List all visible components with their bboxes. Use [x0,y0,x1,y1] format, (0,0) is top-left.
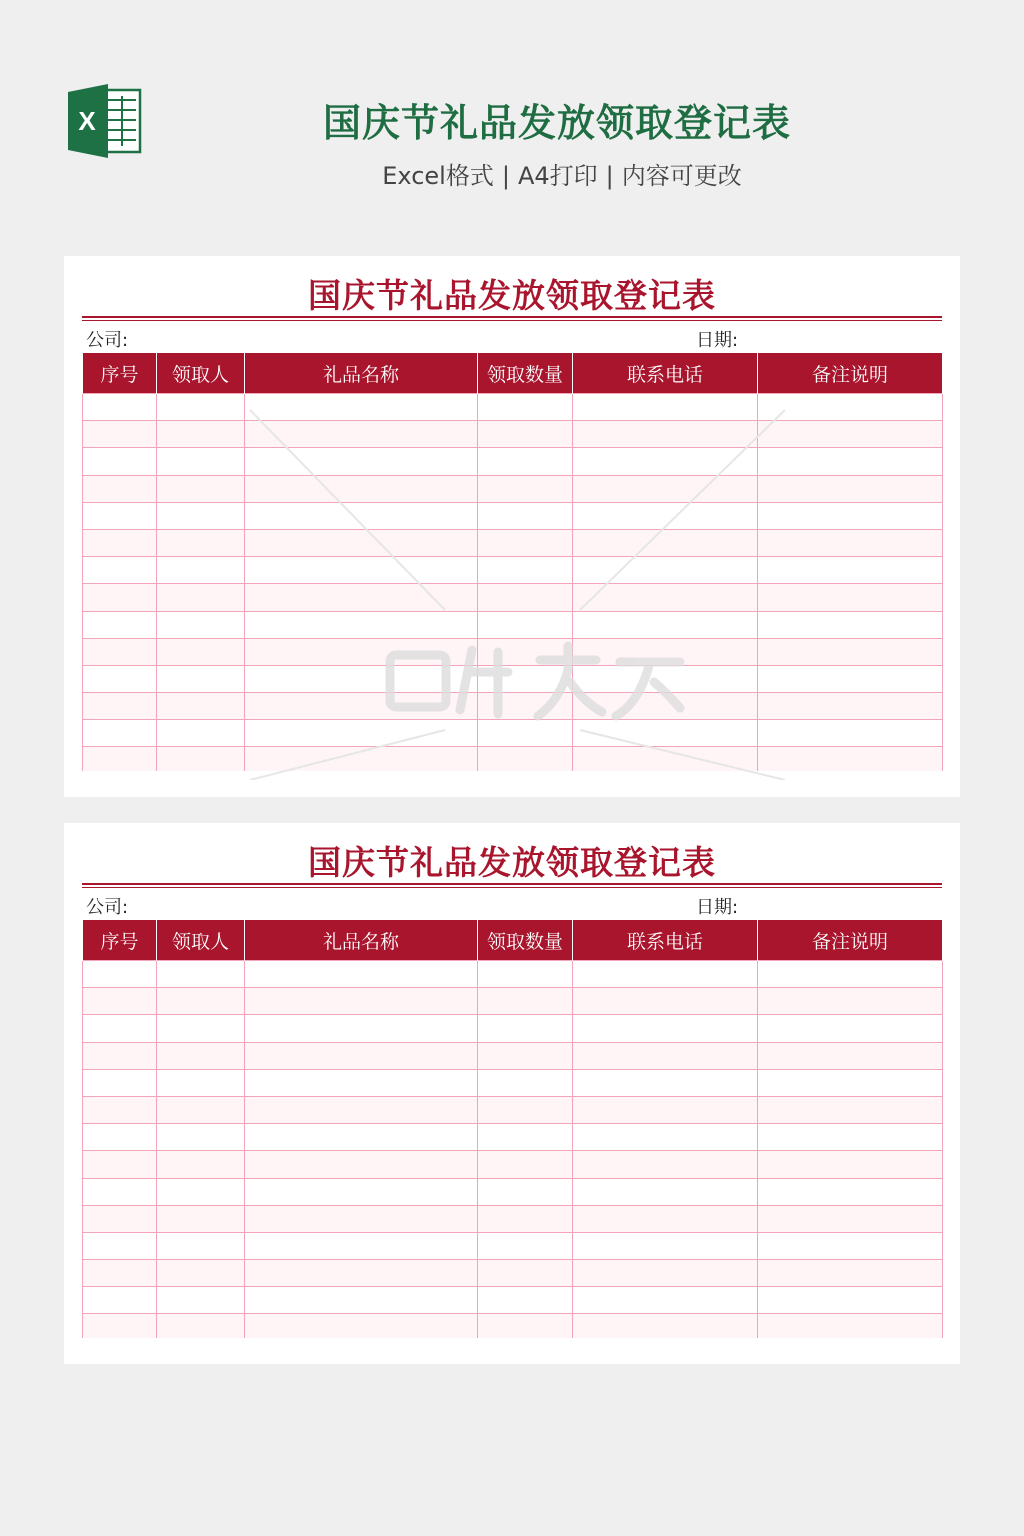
table-cell [478,1015,573,1042]
table-cell [758,1096,943,1123]
col-header-recipient: 领取人 [157,353,245,394]
table-row [83,611,943,638]
table-cell [478,611,573,638]
table-row [83,421,943,448]
table-row [83,557,943,584]
table-cell [573,1151,758,1178]
page-title: 国庆节礼品发放领取登记表 [322,101,791,145]
table-cell [758,421,943,448]
table-cell [245,394,478,421]
table-row [83,1232,943,1259]
table-cell [758,448,943,475]
table-cell [573,747,758,772]
table-row [83,394,943,421]
page-subtitle [0,156,1024,191]
table-cell [245,638,478,665]
table-cell [245,584,478,611]
table-cell [245,1042,478,1069]
table-cell [83,421,157,448]
company-label: 公司: [86,897,129,918]
col-header-remarks: 备注说明 [758,353,943,394]
table-cell [478,421,573,448]
table-cell [157,584,245,611]
table-cell [478,1178,573,1205]
table-cell [83,1015,157,1042]
table-cell [758,720,943,747]
table-cell [758,1015,943,1042]
table-cell [573,1015,758,1042]
table-cell [573,557,758,584]
table-cell [478,1232,573,1259]
table-cell [157,693,245,720]
col-header-phone: 联系电话 [573,353,758,394]
table-row [83,1151,943,1178]
table-cell [758,502,943,529]
table-row [83,448,943,475]
table-cell [573,1232,758,1259]
title-rule-thin [82,887,942,888]
table-cell [758,988,943,1015]
table-cell [83,1205,157,1232]
table-cell [157,529,245,556]
table-cell [573,1205,758,1232]
col-header-remarks: 备注说明 [758,920,943,961]
table-cell [758,584,943,611]
table-cell [83,557,157,584]
table-cell [573,1124,758,1151]
table-cell [573,720,758,747]
table-cell [83,448,157,475]
table-cell [758,1178,943,1205]
table-cell [758,1205,943,1232]
table-cell [157,611,245,638]
table-cell [758,475,943,502]
table-row [83,502,943,529]
table-cell [245,1205,478,1232]
table-row [83,1260,943,1287]
table-cell [83,747,157,772]
table-cell [573,502,758,529]
table-cell [573,1069,758,1096]
table-cell [573,638,758,665]
table-cell [478,1205,573,1232]
table-cell [758,1069,943,1096]
table-header-row [83,920,943,961]
table-cell [245,611,478,638]
table-cell [245,665,478,692]
table-cell [478,1124,573,1151]
table-cell [157,1096,245,1123]
table-cell [83,394,157,421]
table-cell [478,475,573,502]
table-cell [758,961,943,988]
table-cell [83,693,157,720]
table-cell [83,988,157,1015]
table-cell [245,1151,478,1178]
table-cell [83,584,157,611]
table-cell [573,988,758,1015]
table-cell [83,529,157,556]
table-cell [573,1096,758,1123]
sheet-title: 国庆节礼品发放领取登记表 [308,843,716,882]
table-row [83,665,943,692]
table-cell [245,529,478,556]
table-cell [245,1287,478,1314]
table-cell [573,1178,758,1205]
table-cell [478,638,573,665]
table-cell [478,529,573,556]
table-cell [573,693,758,720]
table-cell [83,1069,157,1096]
table-row [83,1205,943,1232]
table-row [83,584,943,611]
table-row [83,1096,943,1123]
col-header-seq: 序号 [83,353,157,394]
table-cell [157,961,245,988]
table-cell [478,747,573,772]
table-cell [573,584,758,611]
table-cell [83,1178,157,1205]
table-cell [478,584,573,611]
table-row [83,1015,943,1042]
table-cell [157,988,245,1015]
table-cell [245,421,478,448]
table-cell [478,394,573,421]
table-body [83,961,943,1339]
table-cell [758,394,943,421]
table-cell [245,475,478,502]
table-cell [758,1151,943,1178]
table-cell [758,1314,943,1339]
table-body [83,394,943,772]
table-header-row [83,353,943,394]
table-cell [157,1314,245,1339]
table-cell [758,693,943,720]
table-cell [758,1232,943,1259]
table-cell [157,1151,245,1178]
table-cell [245,720,478,747]
table-row [83,1178,943,1205]
table-cell [573,448,758,475]
table-cell [245,1015,478,1042]
table-cell [573,611,758,638]
table-cell [83,502,157,529]
table-cell [478,1096,573,1123]
svg-text:X: X [78,106,96,136]
table-cell [83,475,157,502]
col-header-quantity: 领取数量 [478,353,573,394]
table-cell [478,448,573,475]
table-cell [478,693,573,720]
table-cell [245,1260,478,1287]
table-cell [573,961,758,988]
table-cell [573,394,758,421]
table-cell [573,1042,758,1069]
table-cell [157,1069,245,1096]
table-cell [83,1314,157,1339]
table-row [83,747,943,772]
table-cell [758,557,943,584]
company-label: 公司: [86,330,129,351]
table-cell [157,475,245,502]
table-cell [245,557,478,584]
table-row [83,1287,943,1314]
date-label: 日期: [696,330,739,351]
table-cell [478,665,573,692]
table-row [83,638,943,665]
table-cell [573,1260,758,1287]
table-cell [758,611,943,638]
table-cell [157,394,245,421]
table-cell [157,665,245,692]
table-cell [478,1287,573,1314]
table-cell [83,665,157,692]
col-header-phone: 联系电话 [573,920,758,961]
table-cell [157,747,245,772]
table-cell [245,747,478,772]
table-cell [157,638,245,665]
table-cell [478,1069,573,1096]
date-label: 日期: [696,897,739,918]
table-cell [758,638,943,665]
table-row [83,988,943,1015]
table-row [83,1314,943,1339]
table-cell [478,961,573,988]
table-cell [157,1232,245,1259]
table-row [83,475,943,502]
table-row [83,693,943,720]
table-cell [83,961,157,988]
table-cell [83,638,157,665]
table-cell [478,1151,573,1178]
table-cell [83,1042,157,1069]
table-row [83,720,943,747]
table-cell [157,1042,245,1069]
table-cell [478,1314,573,1339]
table-row [83,1069,943,1096]
table-cell [83,1096,157,1123]
table-cell [83,1151,157,1178]
table-cell [573,421,758,448]
title-rule-thick [82,883,942,885]
table-cell [758,1124,943,1151]
table-cell [245,1124,478,1151]
table-cell [478,557,573,584]
table-cell [758,1042,943,1069]
sheet-preview-2 [64,823,960,1364]
col-header-quantity: 领取数量 [478,920,573,961]
subtitle-separator: | [605,162,614,190]
table-cell [157,448,245,475]
table-cell [478,988,573,1015]
col-header-gift-name: 礼品名称 [245,353,478,394]
table-cell [245,961,478,988]
sheet-preview-1 [64,256,960,797]
table-cell [478,720,573,747]
subtitle-format: Excel格式 [382,162,494,190]
table-cell [157,1124,245,1151]
table-cell [245,988,478,1015]
registration-table [82,920,943,1338]
subtitle-editable: 内容可更改 [621,162,742,190]
table-cell [157,1178,245,1205]
table-cell [157,1260,245,1287]
table-cell [245,1096,478,1123]
table-cell [83,1287,157,1314]
table-cell [83,1124,157,1151]
table-cell [157,1205,245,1232]
table-cell [758,529,943,556]
col-header-seq: 序号 [83,920,157,961]
table-cell [758,1260,943,1287]
table-row [83,529,943,556]
table-cell [758,747,943,772]
table-row [83,1042,943,1069]
table-cell [157,720,245,747]
col-header-recipient: 领取人 [157,920,245,961]
table-cell [573,665,758,692]
table-cell [157,1287,245,1314]
title-rule-thick [82,316,942,318]
table-row [83,1124,943,1151]
table-cell [573,1314,758,1339]
table-cell [83,1232,157,1259]
table-cell [245,502,478,529]
subtitle-print: A4打印 [517,162,598,190]
table-cell [478,1042,573,1069]
table-cell [157,557,245,584]
table-cell [157,502,245,529]
table-cell [83,1260,157,1287]
col-header-gift-name: 礼品名称 [245,920,478,961]
table-cell [157,1015,245,1042]
table-cell [83,611,157,638]
table-cell [573,1287,758,1314]
table-cell [245,1178,478,1205]
sheet-title: 国庆节礼品发放领取登记表 [308,276,716,315]
title-rule-thin [82,320,942,321]
table-cell [83,720,157,747]
table-cell [157,421,245,448]
table-cell [573,475,758,502]
table-cell [573,529,758,556]
table-cell [245,1069,478,1096]
registration-table [82,353,943,771]
table-cell [478,502,573,529]
table-cell [245,1314,478,1339]
table-cell [245,693,478,720]
table-cell [758,1287,943,1314]
table-row [83,961,943,988]
table-cell [245,448,478,475]
subtitle-separator: | [501,162,510,190]
table-cell [478,1260,573,1287]
table-cell [758,665,943,692]
table-cell [245,1232,478,1259]
